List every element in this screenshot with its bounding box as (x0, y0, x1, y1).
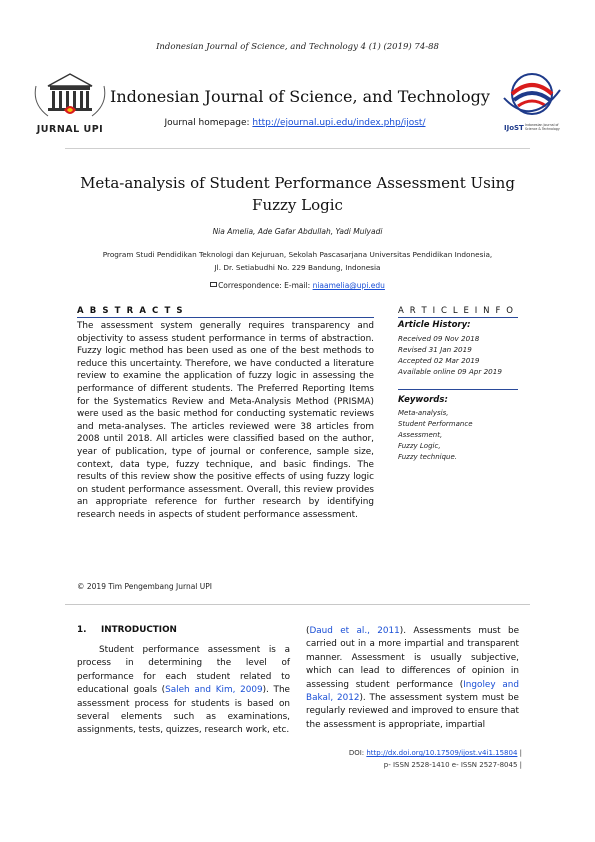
copyright: © 2019 Tim Pengembang Jurnal UPI (77, 582, 212, 591)
section-divider (65, 604, 530, 605)
envelope-icon (210, 282, 217, 287)
paper-title: Meta-analysis of Student Performance Assessment Using Fuzzy Logic (80, 174, 515, 214)
keyword-item: Student Performance (398, 420, 473, 428)
affiliation (60, 248, 535, 274)
doi-label: DOI: (348, 749, 367, 757)
jurnal-upi-text: JURNAL UPI (36, 124, 104, 135)
correspondence-label: Correspondence: E-mail: (218, 281, 313, 290)
history-received: Received 09 Nov 2018 (398, 334, 480, 343)
article-info-heading: A R T I C L E I N F O (398, 306, 518, 318)
article-history-list (398, 333, 502, 377)
issn-line: p- ISSN 2528-1410 e- ISSN 2527-8045 | (383, 761, 522, 769)
intro-text: ( (306, 626, 310, 636)
keyword-item: Meta-analysis, (398, 409, 449, 417)
correspondence-email[interactable]: niaamelia@upi.edu (312, 281, 385, 290)
authors (0, 227, 595, 236)
body-column-right (306, 625, 519, 732)
affiliation-line-2: Jl. Dr. Setiabudhi No. 229 Bandung, Indonesia (214, 263, 381, 272)
intro-text: Student performance assessment is a process in determining the level of performance for each student related to educational goals ( (77, 645, 290, 696)
ijost-logo-text: IJoST (504, 124, 524, 132)
building-logo-icon (34, 64, 106, 124)
section-title: INTRODUCTION (101, 625, 177, 635)
intro-text: ). The assessment process for students is based on several elements such as examinations, assignments, tests, quizzes, research work, etc. (77, 685, 290, 736)
keywords-title: Keywords: (398, 395, 448, 405)
section-number: 1. (77, 625, 87, 635)
intro-text: ). The assessment system must be regularly reviewed and improved to ensure that the assessment is appropriate, impartial (306, 693, 519, 730)
intro-text: ). Assessments must be carried out in a more impartial and transparent manner. Assessment is usually subjective, which can lead to differences of opinion in assessing student performance ( (306, 626, 520, 690)
keywords-list (398, 408, 473, 463)
journal-title: Indonesian Journal of Science, and Technology (110, 87, 490, 106)
jurnal-upi-logo (34, 64, 106, 148)
correspondence (0, 281, 595, 290)
citation-link[interactable]: Saleh and Kim, 2009 (165, 685, 263, 696)
affiliation-line-1: Program Studi Pendidikan Teknologi dan Kejuruan, Sekolah Pascasarjana Universitas Pendidikan Indonesia, (102, 250, 493, 259)
intro-paragraph-right (306, 625, 519, 732)
article-info-divider (398, 389, 518, 390)
doi-link[interactable]: http://dx.doi.org/10.17509/ijost.v4i1.15804 (366, 749, 518, 757)
keyword-item: Fuzzy Logic, (398, 442, 441, 450)
doi-line (200, 749, 522, 757)
journal-homepage (110, 118, 480, 128)
homepage-link[interactable]: http://ejournal.upi.edu/index.php/ijost/ (252, 118, 426, 128)
homepage-label: Journal homepage: (164, 118, 253, 128)
intro-heading (77, 625, 290, 635)
history-online: Available online 09 Apr 2019 (398, 367, 502, 376)
header-divider (65, 148, 530, 149)
globe-logo-icon (500, 68, 564, 124)
abstract-heading: A B S T R A C T S (77, 306, 374, 318)
citation-link[interactable]: Ingoley and Bakal, 2012 (306, 679, 519, 704)
doi-bar: | (517, 749, 522, 757)
keyword-item: Assessment, (398, 431, 443, 439)
citation-link[interactable]: Daud et al., 2011 (309, 626, 400, 636)
intro-paragraph-left (77, 644, 290, 738)
keyword-item: Fuzzy technique. (398, 453, 458, 461)
body-column-left (77, 625, 290, 738)
ijost-logo (500, 68, 564, 138)
history-accepted: Accepted 02 Mar 2019 (398, 356, 480, 365)
author-list: Nia Amelia, Ade Gafar Abdullah, Yadi Mulyadi (212, 227, 383, 236)
ijost-logo-subtext: Indonesian Journal of Science & Technology (525, 123, 560, 131)
article-history-title: Article History: (398, 320, 471, 330)
running-head: Indonesian Journal of Science, and Technology 4 (1) (2019) 74-88 (156, 42, 439, 52)
history-revised: Revised 31 Jan 2019 (398, 345, 472, 354)
abstract-text: The assessment system generally requires transparency and objectivity to assess student performance in terms of abstraction. Fuzzy logic method has been used as one of the best methods to reduce this uncertainty. Therefore, we have conducted a literature review to examine the application of fuzzy logic in assessing the performance of different students. The Preferred Reporting Items for the Systematics Review and Meta-Analysis Method (PRISMA) were used as the basic method for conducting systematic reviews and meta-analyses. The articles reviewed were 38 articles from 2008 until 2018. All articles were classified based on the author, year of publication, type of journal or conference, sample size, context, data type, fuzzy technique, and basic findings. The results of this review show the positive effects of using fuzzy logic on student performance assessment. Overall, this review provides an appropriate reference for further research by identifying research needs in aspects of student performance assessment. (77, 321, 374, 520)
